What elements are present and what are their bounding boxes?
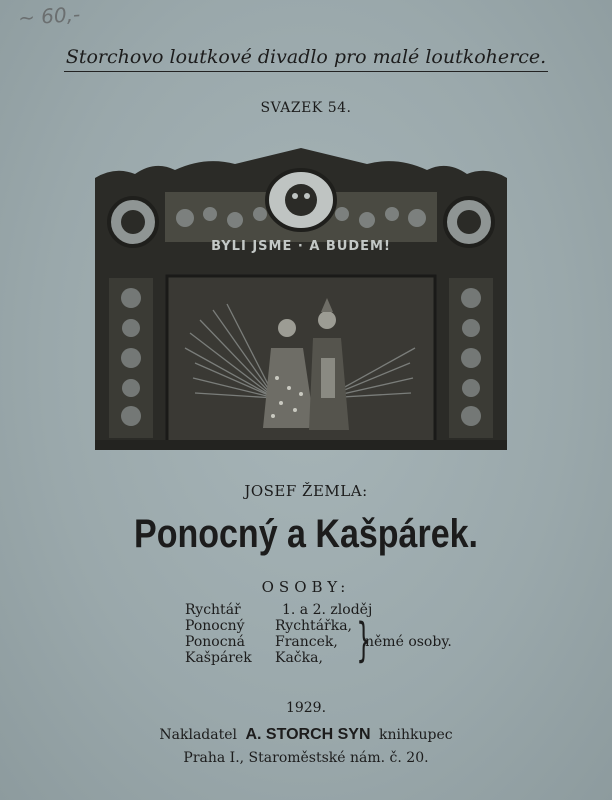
author-name: JOSEF ŽEMLA: [244, 482, 368, 500]
pencil-price-note: ~ 60,- [17, 1, 81, 31]
cast-member: Francek, [275, 634, 338, 650]
publisher-address: Praha I., Staroměstské nám. č. 20. [183, 750, 429, 766]
series-title-text: Storchovo loutkové divadlo pro malé loutkoherce. [64, 46, 548, 72]
cast-member: Kačka, [275, 650, 323, 666]
publisher-line [0, 726, 612, 744]
grouping-brace: } [356, 613, 371, 667]
cast-member: Kašpárek [185, 650, 252, 666]
publisher-suffix: knihkupec [378, 727, 453, 743]
cast-member: 1. a 2. zloděj [282, 602, 373, 618]
cast-column-1 [185, 602, 252, 666]
play-title: Ponocný a Kašpárek. [134, 512, 478, 556]
cast-member: Rychtář [185, 602, 241, 618]
cast-member: Ponocná [185, 634, 245, 650]
mute-persons-note: němé osoby. [365, 634, 452, 650]
cast-member: Rychtářka, [275, 618, 353, 634]
series-title [0, 46, 612, 68]
stage-base [95, 440, 507, 450]
persons-heading: OSOBY: [261, 578, 351, 596]
publication-year: 1929. [285, 700, 327, 716]
cast-member: Ponocný [185, 618, 245, 634]
publisher-prefix: Nakladatel [159, 727, 238, 743]
puppet-theatre-illustration [95, 148, 507, 450]
stage-motto: BYLI JSME · A BUDEM! [211, 239, 391, 254]
volume-number: SVAZEK 54. [260, 100, 352, 116]
publisher-name: A. STORCH SYN [245, 726, 371, 743]
